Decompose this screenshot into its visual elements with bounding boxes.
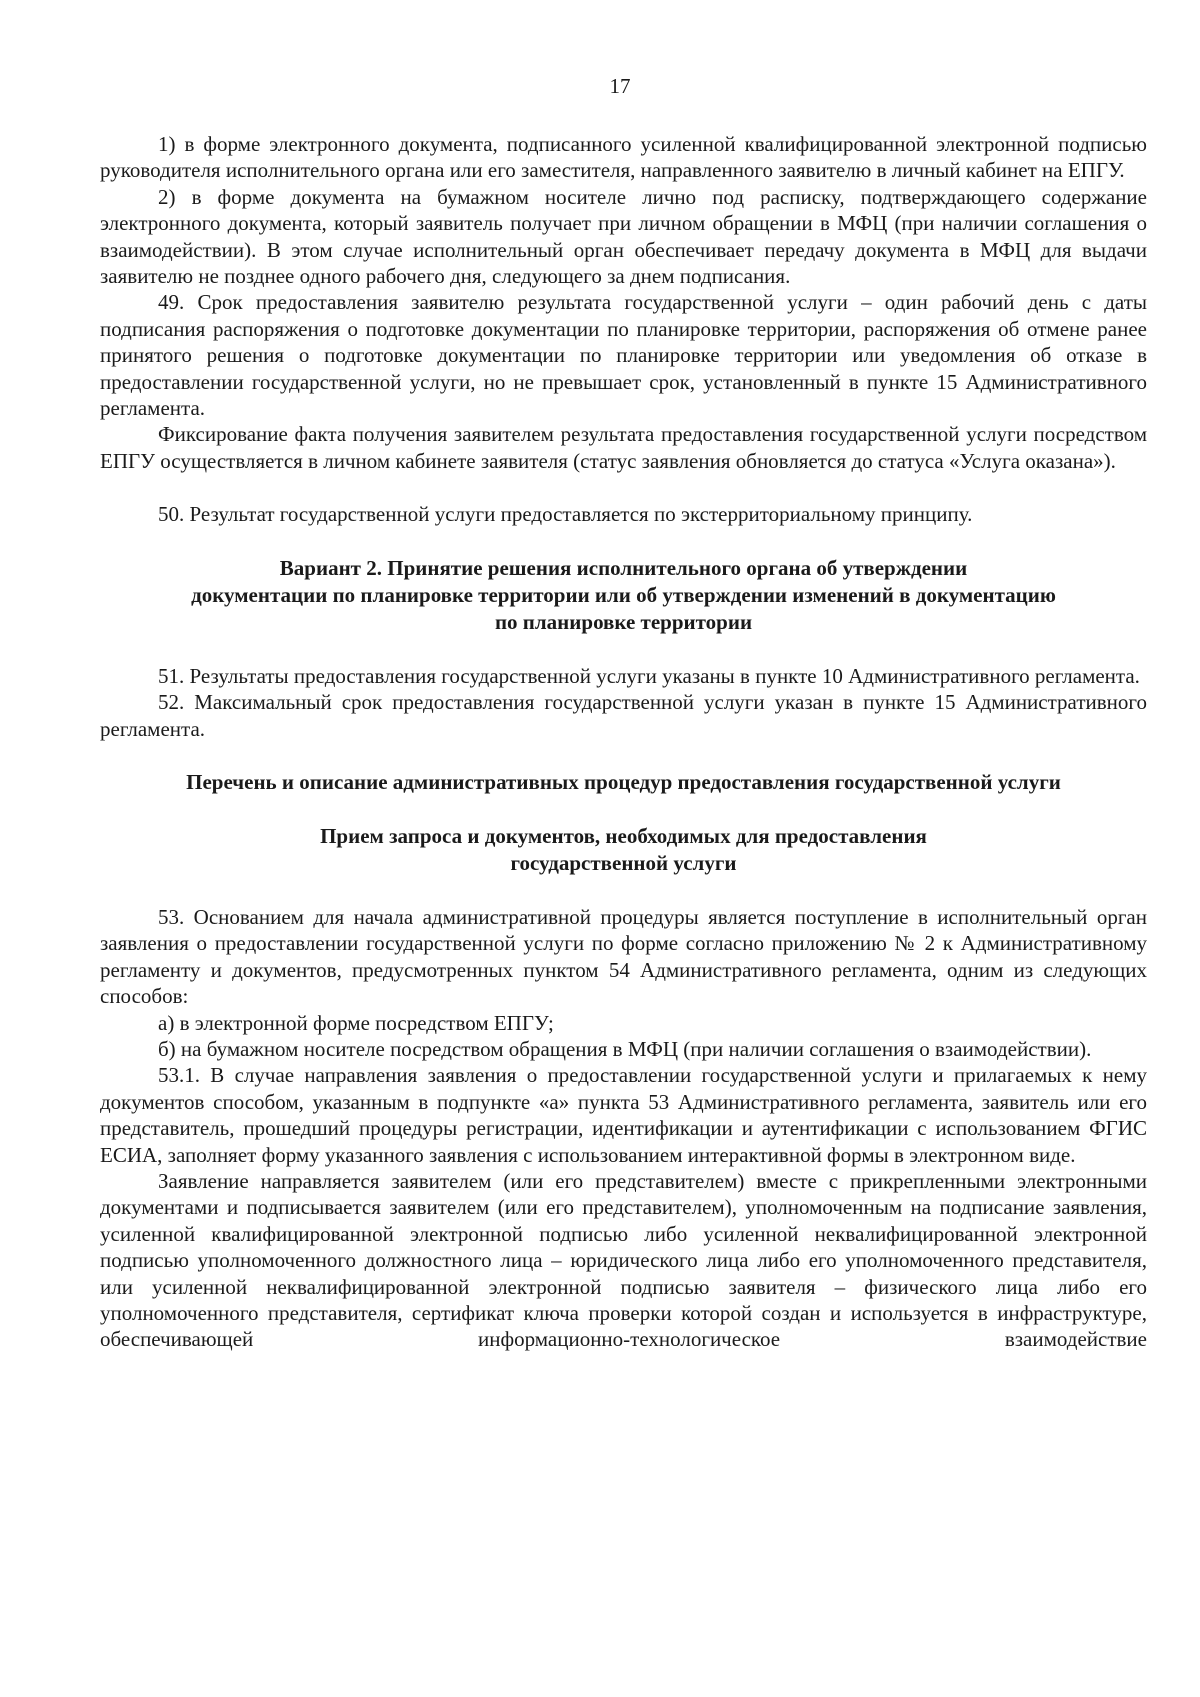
paragraph: 50. Результат государственной услуги предоставляется по экстерриториальному принципу. bbox=[158, 502, 973, 527]
paragraph: Фиксирование факта получения заявителем результата предоставления государственной услуги посредством ЕПГУ осуществляется в личном кабинете заявителя (статус заявления обновляется до статуса «Услуга оказана»). bbox=[100, 422, 1147, 473]
paragraph: Заявление направляется заявителем (или его представителем) вместе с прикрепленными электронными документами и подписывается заявителем (или его представителем), уполномоченным на подписание заявления, усиленной квалифицированной электронной подписью либо усиленной неквалифицированной электронной подписью уполномоченного должностного лица – юридического лица либо его уполномоченного представителя, или усиленной неквалифицированной электронной подписью заявителя – физического лица либо его уполномоченного представителя, сертификат ключа проверки которой создан и используется в инфраструктуре, обеспечивающей информационно-технологическое взаимодействие bbox=[100, 1168, 1147, 1352]
paragraph: 1) в форме электронного документа, подписанного усиленной квалифицированной электронной подписью руководителя исполнительного органа или его заместителя, направленного заявителю в личный кабинет на ЕПГУ. bbox=[100, 132, 1147, 183]
paragraph: 2) в форме документа на бумажном носителе лично под расписку, подтверждающего содержание электронного документа, который заявитель получает при личном обращении в МФЦ (при наличии соглашения о взаимодействии). В этом случае исполнительный орган обеспечивает передачу документа в МФЦ для выдачи заявителю не позднее одного рабочего дня, следующего за днем подписания. bbox=[100, 184, 1147, 289]
paragraph: б) на бумажном носителе посредством обращения в МФЦ (при наличии соглашения о взаимодействии). bbox=[158, 1036, 1092, 1061]
paragraph-gap bbox=[100, 742, 1147, 769]
paragraph-gap bbox=[100, 636, 1147, 663]
paragraph: 53. Основанием для начала административной процедуры является поступление в исполнительный орган заявления о предоставлении государственной услуги по форме согласно приложению № 2 к Административному регламенту и документов, предусмотренных пунктом 54 Административного регламента, одним из следующих способов: bbox=[100, 904, 1147, 1009]
paragraph: а) в электронной форме посредством ЕПГУ; bbox=[158, 1010, 554, 1035]
heading-line: Прием запроса и документов, необходимых для предоставления bbox=[320, 823, 927, 848]
page-number: 17 bbox=[609, 74, 631, 98]
paragraph-gap bbox=[100, 528, 1147, 555]
paragraph: 51. Результаты предоставления государственной услуги указаны в пункте 10 Административного регламента. bbox=[158, 663, 1140, 688]
heading-line: Вариант 2. Принятие решения исполнительного органа об утверждении bbox=[279, 555, 968, 580]
paragraph-gap bbox=[100, 796, 1147, 823]
section-heading bbox=[100, 769, 1147, 796]
heading-line: документации по планировке территории или об утверждении изменений в документацию bbox=[191, 582, 1056, 607]
paragraph: 52. Максимальный срок предоставления государственной услуги указан в пункте 15 Административного регламента. bbox=[100, 690, 1147, 741]
section-heading bbox=[100, 555, 1147, 636]
heading-line: государственной услуги bbox=[510, 850, 737, 875]
paragraph-gap bbox=[100, 474, 1147, 501]
paragraph: 49. Срок предоставления заявителю результата государственной услуги – один рабочий день с даты подписания распоряжения о подготовке документации по планировке территории, распоряжения об отмене ранее принятого решения о подготовке документации по планировке территории или уведомления об отказе в предоставлении государственной услуги, но не превышает срок, установленный в пункте 15 Административного регламента. bbox=[100, 290, 1147, 421]
section-heading bbox=[100, 823, 1147, 877]
heading-line: по планировке территории bbox=[494, 609, 753, 634]
paragraph-gap bbox=[100, 877, 1147, 904]
paragraph: 53.1. В случае направления заявления о предоставлении государственной услуги и прилагаемых к нему документов способом, указанным в подпункте «а» пункта 53 Административного регламента, заявитель или его представитель, прошедший процедуры регистрации, идентификации и аутентификации с использованием ФГИС ЕСИА, заполняет форму указанного заявления с использованием интерактивной формы в электронном виде. bbox=[100, 1063, 1147, 1167]
document-body bbox=[100, 131, 1147, 1353]
heading-line: Перечень и описание административных процедур предоставления государственной услуги bbox=[186, 769, 1061, 794]
